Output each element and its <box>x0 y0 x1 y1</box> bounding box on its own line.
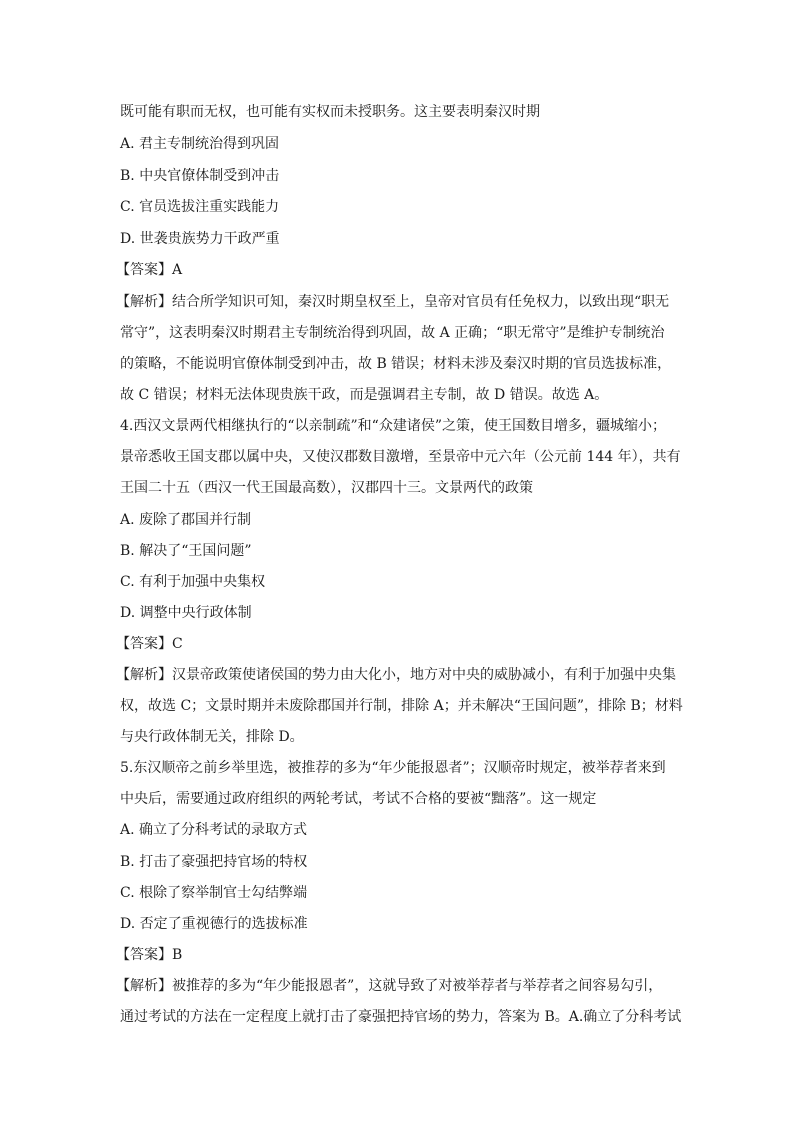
option-c: C. 官员选拔注重实践能力 <box>120 199 280 215</box>
analysis-line: 通过考试的方法在一定程度上就打击了豪强把持官场的势力，答案为 B。A.确立了分科考试 <box>120 1009 682 1025</box>
option-d: D. 世袭贵族势力干政严重 <box>120 231 280 247</box>
option-a: A. 君主专制统治得到巩固 <box>120 136 280 152</box>
answer-line: 【答案】A <box>116 262 183 278</box>
analysis-line: 【解析】被推荐的多为“年少能报恩者”，这就导致了对被举荐者与举荐者之间容易勾引， <box>116 978 663 994</box>
analysis-line: 的策略，不能说明官僚体制受到冲击，故 B 错误；材料未涉及秦汉时期的官员选拔标准， <box>120 356 672 372</box>
answer-line: 【答案】B <box>116 947 183 963</box>
question-stem-line: 中央后，需要通过政府组织的两轮考试，考试不合格的要被“黜落”。这一规定 <box>120 791 597 807</box>
question-stem-line: 既可能有职而无权，也可能有实权而未授职务。这主要表明秦汉时期 <box>120 104 540 120</box>
analysis-line: 权，故选 C；文景时期并未废除郡国并行制，排除 A；并未解决“王国问题”，排除 B；材料 <box>120 698 683 714</box>
option-d: D. 否定了重视德行的选拔标准 <box>120 916 308 932</box>
option-d: D. 调整中央行政体制 <box>120 605 252 621</box>
question-stem-line: 景帝悉收王国支郡以属中央，又使汉郡数目激增，至景帝中元六年（公元前 144 年），共有 <box>120 449 681 465</box>
analysis-line: 常守”，这表明秦汉时期君主专制统治得到巩固，故 A 正确；“职无常守”是维护专制统治 <box>120 325 665 341</box>
analysis-line: 【解析】结合所学知识可知，秦汉时期皇权至上，皇帝对官员有任免权力，以致出现“职无 <box>116 294 670 310</box>
question-stem-line: 王国二十五（西汉一代王国最高数），汉郡四十三。文景两代的政策 <box>120 480 533 496</box>
analysis-line: 故 C 错误；材料无法体现贵族干政，而是强调君主专制，故 D 错误。故选 A。 <box>120 387 609 403</box>
option-b: B. 解决了“王国问题” <box>120 543 252 559</box>
question-stem-line: 4.西汉文景两代相继执行的“以亲制疏”和“众建诸侯”之策，使王国数目增多，疆城缩小； <box>120 418 666 434</box>
question-stem-line: 5.东汉顺帝之前乡举里选，被推荐的多为“年少能报恩者”；汉顺帝时规定，被举荐者来到 <box>120 760 666 776</box>
option-b: B. 打击了豪强把持官场的特权 <box>120 854 308 870</box>
option-a: A. 废除了郡国并行制 <box>120 512 252 528</box>
analysis-line: 与央行政体制无关，排除 D。 <box>120 729 304 745</box>
answer-line: 【答案】C <box>116 636 183 652</box>
option-b: B. 中央官僚体制受到冲击 <box>120 168 280 184</box>
option-c: C. 根除了察举制官士勾结弊端 <box>120 885 308 901</box>
analysis-line: 【解析】汉景帝政策使诸侯国的势力由大化小，地方对中央的威胁减小，有利于加强中央集 <box>116 667 676 683</box>
option-c: C. 有利于加强中央集权 <box>120 574 266 590</box>
option-a: A. 确立了分科考试的录取方式 <box>120 822 308 838</box>
